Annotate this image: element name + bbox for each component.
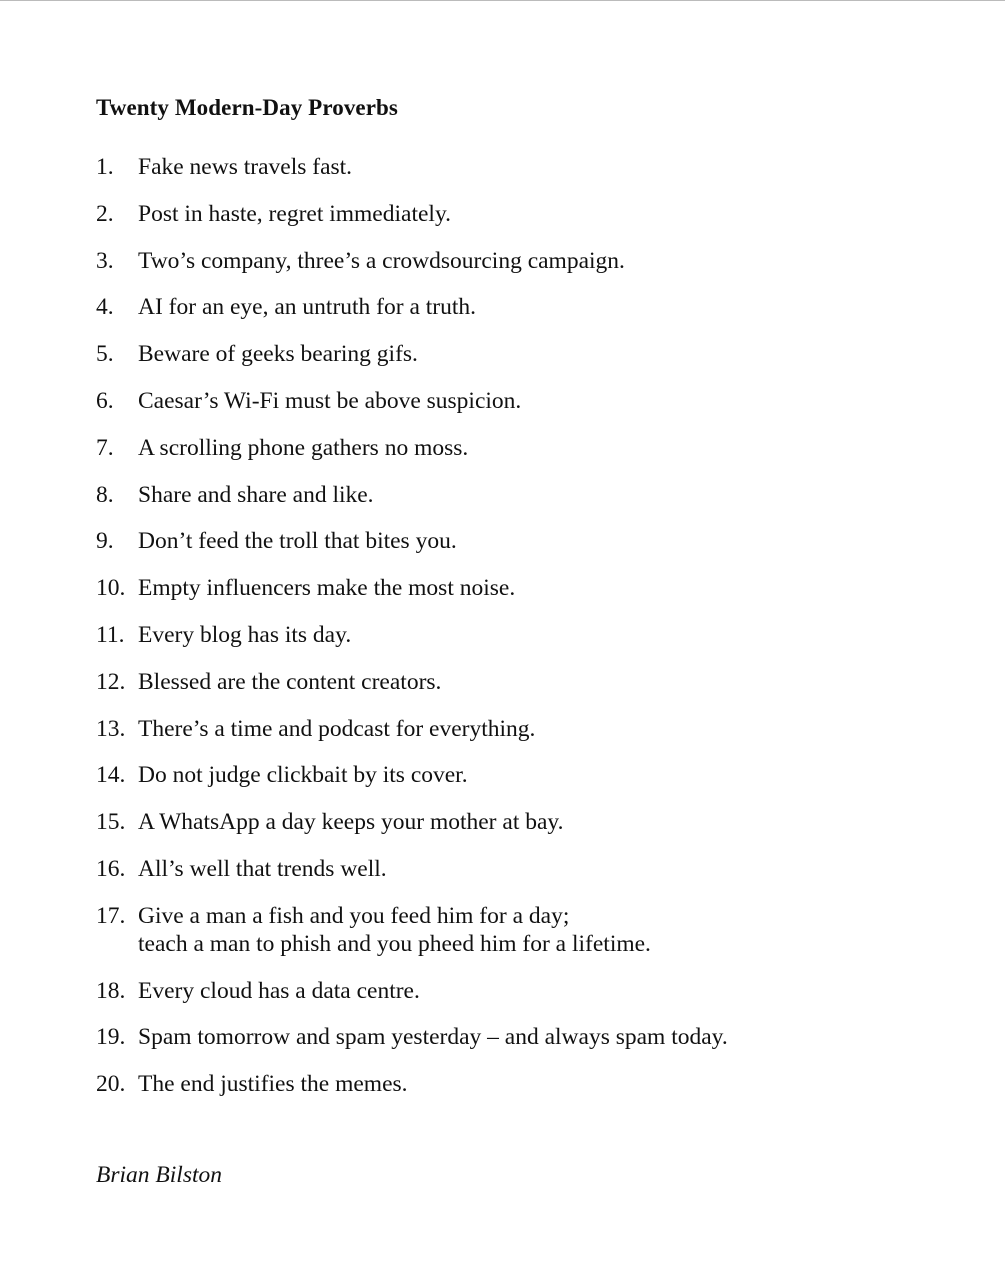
list-item xyxy=(96,621,728,649)
page-title: Twenty Modern-Day Proverbs xyxy=(96,95,398,120)
item-text: Do not judge clickbait by its cover. xyxy=(138,762,468,789)
item-number: 14. xyxy=(96,762,126,789)
list-item xyxy=(96,1023,728,1051)
item-number: 5. xyxy=(96,341,114,368)
item-number: 17. xyxy=(96,902,126,929)
item-number: 12. xyxy=(96,668,126,695)
item-number: 8. xyxy=(96,481,114,508)
list-item xyxy=(96,977,728,1005)
item-number: 6. xyxy=(96,387,114,414)
list-item xyxy=(96,293,728,321)
list-item xyxy=(96,574,728,602)
item-number: 2. xyxy=(96,200,114,227)
list-item xyxy=(96,153,728,181)
item-text: Share and share and like. xyxy=(138,481,374,508)
item-text: Don’t feed the troll that bites you. xyxy=(138,528,457,555)
item-text: Give a man a fish and you feed him for a day; teach a man to phish and you pheed him for a lifetime. xyxy=(138,902,651,957)
item-text: All’s well that trends well. xyxy=(138,855,387,882)
list-item xyxy=(96,855,728,883)
item-text: There’s a time and podcast for everything. xyxy=(138,715,536,742)
item-number: 9. xyxy=(96,528,114,555)
item-number: 13. xyxy=(96,715,126,742)
item-text: A scrolling phone gathers no moss. xyxy=(138,434,469,461)
proverb-list xyxy=(96,153,728,1117)
top-border xyxy=(0,0,1005,1)
list-item xyxy=(96,527,728,555)
item-number: 15. xyxy=(96,809,126,836)
item-number: 7. xyxy=(96,434,114,461)
item-text: Fake news travels fast. xyxy=(138,154,353,180)
list-item xyxy=(96,1070,728,1098)
list-item xyxy=(96,481,728,509)
item-number: 4. xyxy=(96,294,114,321)
list-item xyxy=(96,761,728,789)
list-item xyxy=(96,200,728,228)
item-text: AI for an eye, an untruth for a truth. xyxy=(138,294,477,321)
item-number: 20. xyxy=(96,1071,126,1098)
list-item xyxy=(96,808,728,836)
author-signature: Brian Bilston xyxy=(96,1162,222,1188)
item-text: A WhatsApp a day keeps your mother at bay. xyxy=(138,809,564,836)
list-item xyxy=(96,340,728,368)
item-text: Spam tomorrow and spam yesterday – and always spam today. xyxy=(138,1024,728,1051)
item-text: Empty influencers make the most noise. xyxy=(138,575,516,602)
list-item xyxy=(96,387,728,415)
list-item xyxy=(96,902,728,958)
item-text: Every cloud has a data centre. xyxy=(138,977,420,1004)
item-text: Beware of geeks bearing gifs. xyxy=(138,341,418,368)
list-item xyxy=(96,668,728,696)
item-text: Blessed are the content creators. xyxy=(138,668,442,695)
item-text: Every blog has its day. xyxy=(138,621,352,648)
item-text: Post in haste, regret immediately. xyxy=(138,200,452,227)
item-number: 11. xyxy=(96,621,125,648)
list-item xyxy=(96,247,728,275)
item-number: 18. xyxy=(96,977,126,1004)
item-text: Caesar’s Wi-Fi must be above suspicion. xyxy=(138,387,522,414)
item-number: 10. xyxy=(96,575,126,602)
item-text: Two’s company, three’s a crowdsourcing campaign. xyxy=(138,247,625,274)
item-text: The end justifies the memes. xyxy=(138,1071,408,1098)
item-number: 16. xyxy=(96,855,126,882)
list-item xyxy=(96,715,728,743)
item-number: 3. xyxy=(96,247,114,274)
list-item xyxy=(96,434,728,462)
item-number: 19. xyxy=(96,1024,126,1051)
item-number: 1. xyxy=(96,154,114,180)
